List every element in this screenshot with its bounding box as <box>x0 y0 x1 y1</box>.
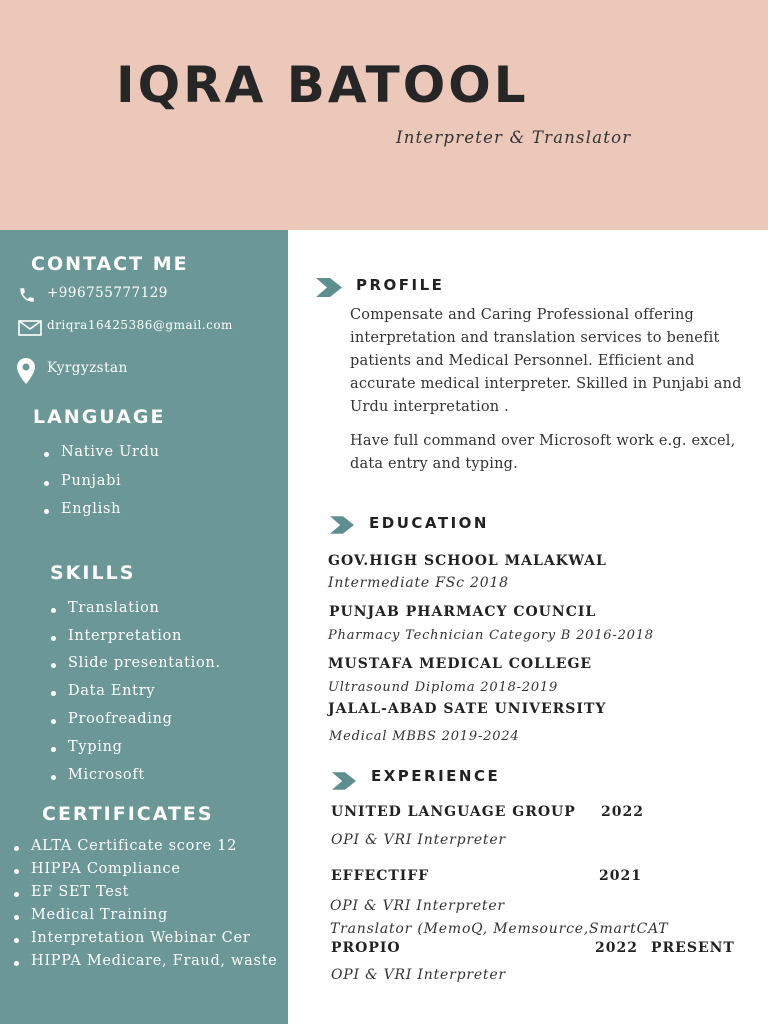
language-heading: LANGUAGE <box>33 406 166 428</box>
education-detail: Ultrasound Diploma 2018-2019 <box>328 680 559 695</box>
experience-company: PROPIO <box>331 940 401 956</box>
sidebar <box>0 230 288 1024</box>
experience-role: Translator (MemoQ, Memsource,SmartCAT <box>330 921 669 937</box>
email-address: driqra16425386@gmail.com <box>47 318 233 332</box>
phone-icon <box>17 286 37 308</box>
contact-heading: CONTACT ME <box>31 253 189 275</box>
education-heading: EDUCATION <box>369 514 489 532</box>
experience-year-end: PRESENT <box>651 940 735 956</box>
chevron-right-icon <box>332 772 356 794</box>
profile-summary: Compensate and Caring Professional offering interpretation and translation services to benefit patients and Medical Personnel. Efficient and accurate medical interpreter. Skilled in Punjabi and Urdu interpretation . <box>350 307 742 415</box>
certificates-heading: CERTIFICATES <box>42 803 214 825</box>
skill-item: Translation <box>68 600 160 616</box>
education-school: JALAL-ABAD SATE UNIVERSITY <box>328 701 607 717</box>
phone-number: +996755777129 <box>47 285 168 301</box>
header-banner <box>0 0 768 230</box>
skill-item: Slide presentation. <box>68 655 221 671</box>
location: Kyrgyzstan <box>47 360 128 376</box>
location-pin-icon <box>17 358 35 388</box>
experience-role: OPI & VRI Interpreter <box>331 967 506 983</box>
education-detail: Intermediate FSc 2018 <box>328 575 509 591</box>
mail-icon <box>18 320 42 340</box>
certificate-item: Interpretation Webinar Cer <box>31 930 251 946</box>
profile-skills-note: Have full command over Microsoft work e.g. excel, data entry and typing. <box>350 433 736 472</box>
chevron-right-icon <box>316 278 342 301</box>
certificate-item: EF SET Test <box>31 884 130 900</box>
experience-role: OPI & VRI Interpreter <box>330 898 505 914</box>
skill-item: Typing <box>68 739 123 755</box>
candidate-title: Interpreter & Translator <box>396 128 632 147</box>
certificate-item: HIPPA Medicare, Fraud, waste <box>31 953 278 969</box>
experience-heading: EXPERIENCE <box>371 767 501 785</box>
certificate-item: Medical Training <box>31 907 169 923</box>
experience-company: EFFECTIFF <box>331 868 430 884</box>
candidate-name: IQRA BATOOL <box>116 56 529 114</box>
language-item: Punjabi <box>61 473 122 489</box>
education-school: PUNJAB PHARMACY COUNCIL <box>329 604 597 620</box>
education-school: GOV.HIGH SCHOOL MALAKWAL <box>328 553 607 569</box>
profile-heading: PROFILE <box>356 276 445 294</box>
experience-year: 2022 <box>601 804 644 820</box>
experience-year: 2021 <box>599 868 642 884</box>
experience-year: 2022 <box>595 940 638 956</box>
certificate-item: ALTA Certificate score 12 <box>31 838 238 854</box>
skill-item: Data Entry <box>68 683 156 699</box>
chevron-right-icon <box>330 516 354 538</box>
experience-role: OPI & VRI Interpreter <box>331 832 506 848</box>
skill-item: Proofreading <box>68 711 173 727</box>
skill-item: Interpretation <box>68 628 183 644</box>
education-detail: Pharmacy Technician Category B 2016-2018 <box>328 628 654 643</box>
language-item: English <box>61 501 122 517</box>
education-detail: Medical MBBS 2019-2024 <box>329 729 520 744</box>
certificate-item: HIPPA Compliance <box>31 861 181 877</box>
experience-company: UNITED LANGUAGE GROUP <box>331 804 576 820</box>
skill-item: Microsoft <box>68 767 145 783</box>
education-school: MUSTAFA MEDICAL COLLEGE <box>328 656 593 672</box>
skills-heading: SKILLS <box>50 562 136 584</box>
language-item: Native Urdu <box>61 444 160 460</box>
